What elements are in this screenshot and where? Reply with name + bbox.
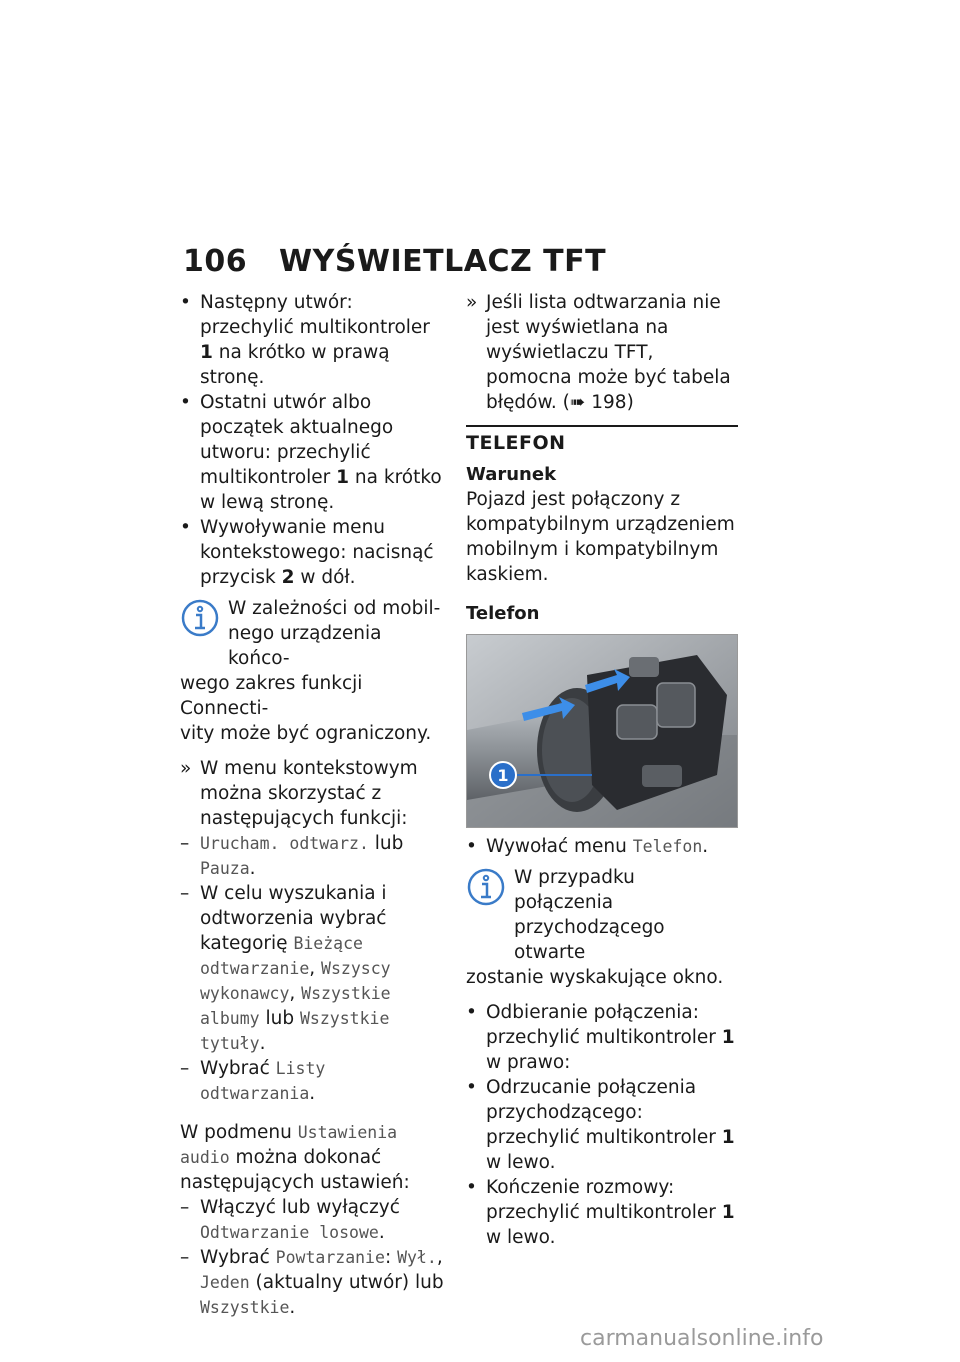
paragraph-condition: Pojazd jest połączony z kompatybilnym urządzeniem mobilnym i kompatybilnym kaskiem.: [466, 489, 735, 585]
info-icon: [466, 867, 506, 907]
dash-icon: –: [180, 1247, 190, 1268]
bullet-icon: •: [466, 836, 477, 857]
watermark: carmanualsonline.info: [580, 1326, 824, 1351]
photo-callout-1: 1: [497, 766, 509, 785]
reference-arrow-icon: ➠: [569, 392, 586, 413]
bullet-reject-call: • Odrzucanie połączenia przychodzącego: przechylić multikontroler 1 w lewo.: [466, 1077, 735, 1173]
left-column: [180, 290, 448, 1320]
bullet-previous-track: • Ostatni utwór albo początek aktualnego utworu: przechylić multikontroler 1 na krótko w lewą stronę.: [180, 392, 442, 513]
right-column: [466, 290, 738, 1250]
info-note-incoming-call: W przypadku połączenia przychodzącego otwarte zostanie wyskakujące okno.: [466, 867, 724, 988]
dash-shuffle: – Włączyć lub wyłączyć Odtwarzanie losowe.: [180, 1197, 400, 1243]
bullet-icon: •: [466, 1077, 477, 1098]
page-number: 106: [183, 244, 248, 279]
bullet-end-call: • Kończenie rozmowy: przechylić multikontroler 1 w lewo.: [466, 1177, 735, 1248]
dash-icon: –: [180, 883, 190, 904]
dash-icon: –: [180, 833, 190, 854]
dash-repeat: – Wybrać Powtarzanie: Wył., Jeden (aktualny utwór) lub Wszystkie.: [180, 1247, 444, 1318]
info-note-connectivity: W zależności od mobil- nego urządzenia końco- wego zakres funkcji Connecti- vity może być ograniczony.: [180, 598, 441, 744]
bullet-icon: •: [180, 292, 191, 313]
subheading-phone: Telefon: [466, 603, 540, 624]
action-arrow-icon: »: [466, 292, 478, 313]
bullet-call-menu: • Wywołać menu Telefon.: [466, 836, 709, 857]
dash-icon: –: [180, 1058, 190, 1079]
action-context-functions: » W menu kontekstowym można skorzystać z następujących funkcji:: [180, 758, 418, 829]
section-title: TELEFON: [466, 425, 738, 456]
action-arrow-icon: »: [180, 758, 192, 779]
info-icon: [180, 598, 220, 638]
action-error-table: » Jeśli lista odtwarzania nie jest wyświetlana na wyświetlaczu TFT, pomocna może być tabela błędów. (➠ 198): [466, 292, 731, 413]
bullet-icon: •: [466, 1002, 477, 1023]
bullet-icon: •: [180, 517, 191, 538]
dash-playlists: – Wybrać Listy odtwarzania.: [180, 1058, 326, 1104]
bullet-icon: •: [466, 1177, 477, 1198]
dash-search-category: – W celu wyszukania i odtworzenia wybrać kategorię Bieżące odtwarzanie, Wszyscy wykonawcy, Wszystkie albumy lub Wszystkie tytuły.: [180, 883, 391, 1054]
paragraph-audio-settings: W podmenu Ustawienia audio można dokonać następujących ustawień:: [180, 1122, 410, 1193]
bullet-next-track: • Następny utwór: przechylić multikontroler 1 na krótko w prawą stronę.: [180, 292, 430, 388]
subheading-condition: Warunek: [466, 464, 557, 485]
page-header: [183, 244, 606, 284]
bullet-answer-call: • Odbieranie połączenia: przechylić multikontroler 1 w prawo:: [466, 1002, 735, 1073]
dash-play-pause: – Urucham. odtwarz. lub Pauza.: [180, 833, 404, 879]
dash-icon: –: [180, 1197, 190, 1218]
page-title: WYŚWIETLACZ TFT: [279, 244, 607, 279]
handlebar-controls-photo: [466, 634, 738, 828]
bullet-context-menu: • Wywoływanie menu kontekstowego: nacisnąć przycisk 2 w dół.: [180, 517, 434, 588]
bullet-icon: •: [180, 392, 191, 413]
